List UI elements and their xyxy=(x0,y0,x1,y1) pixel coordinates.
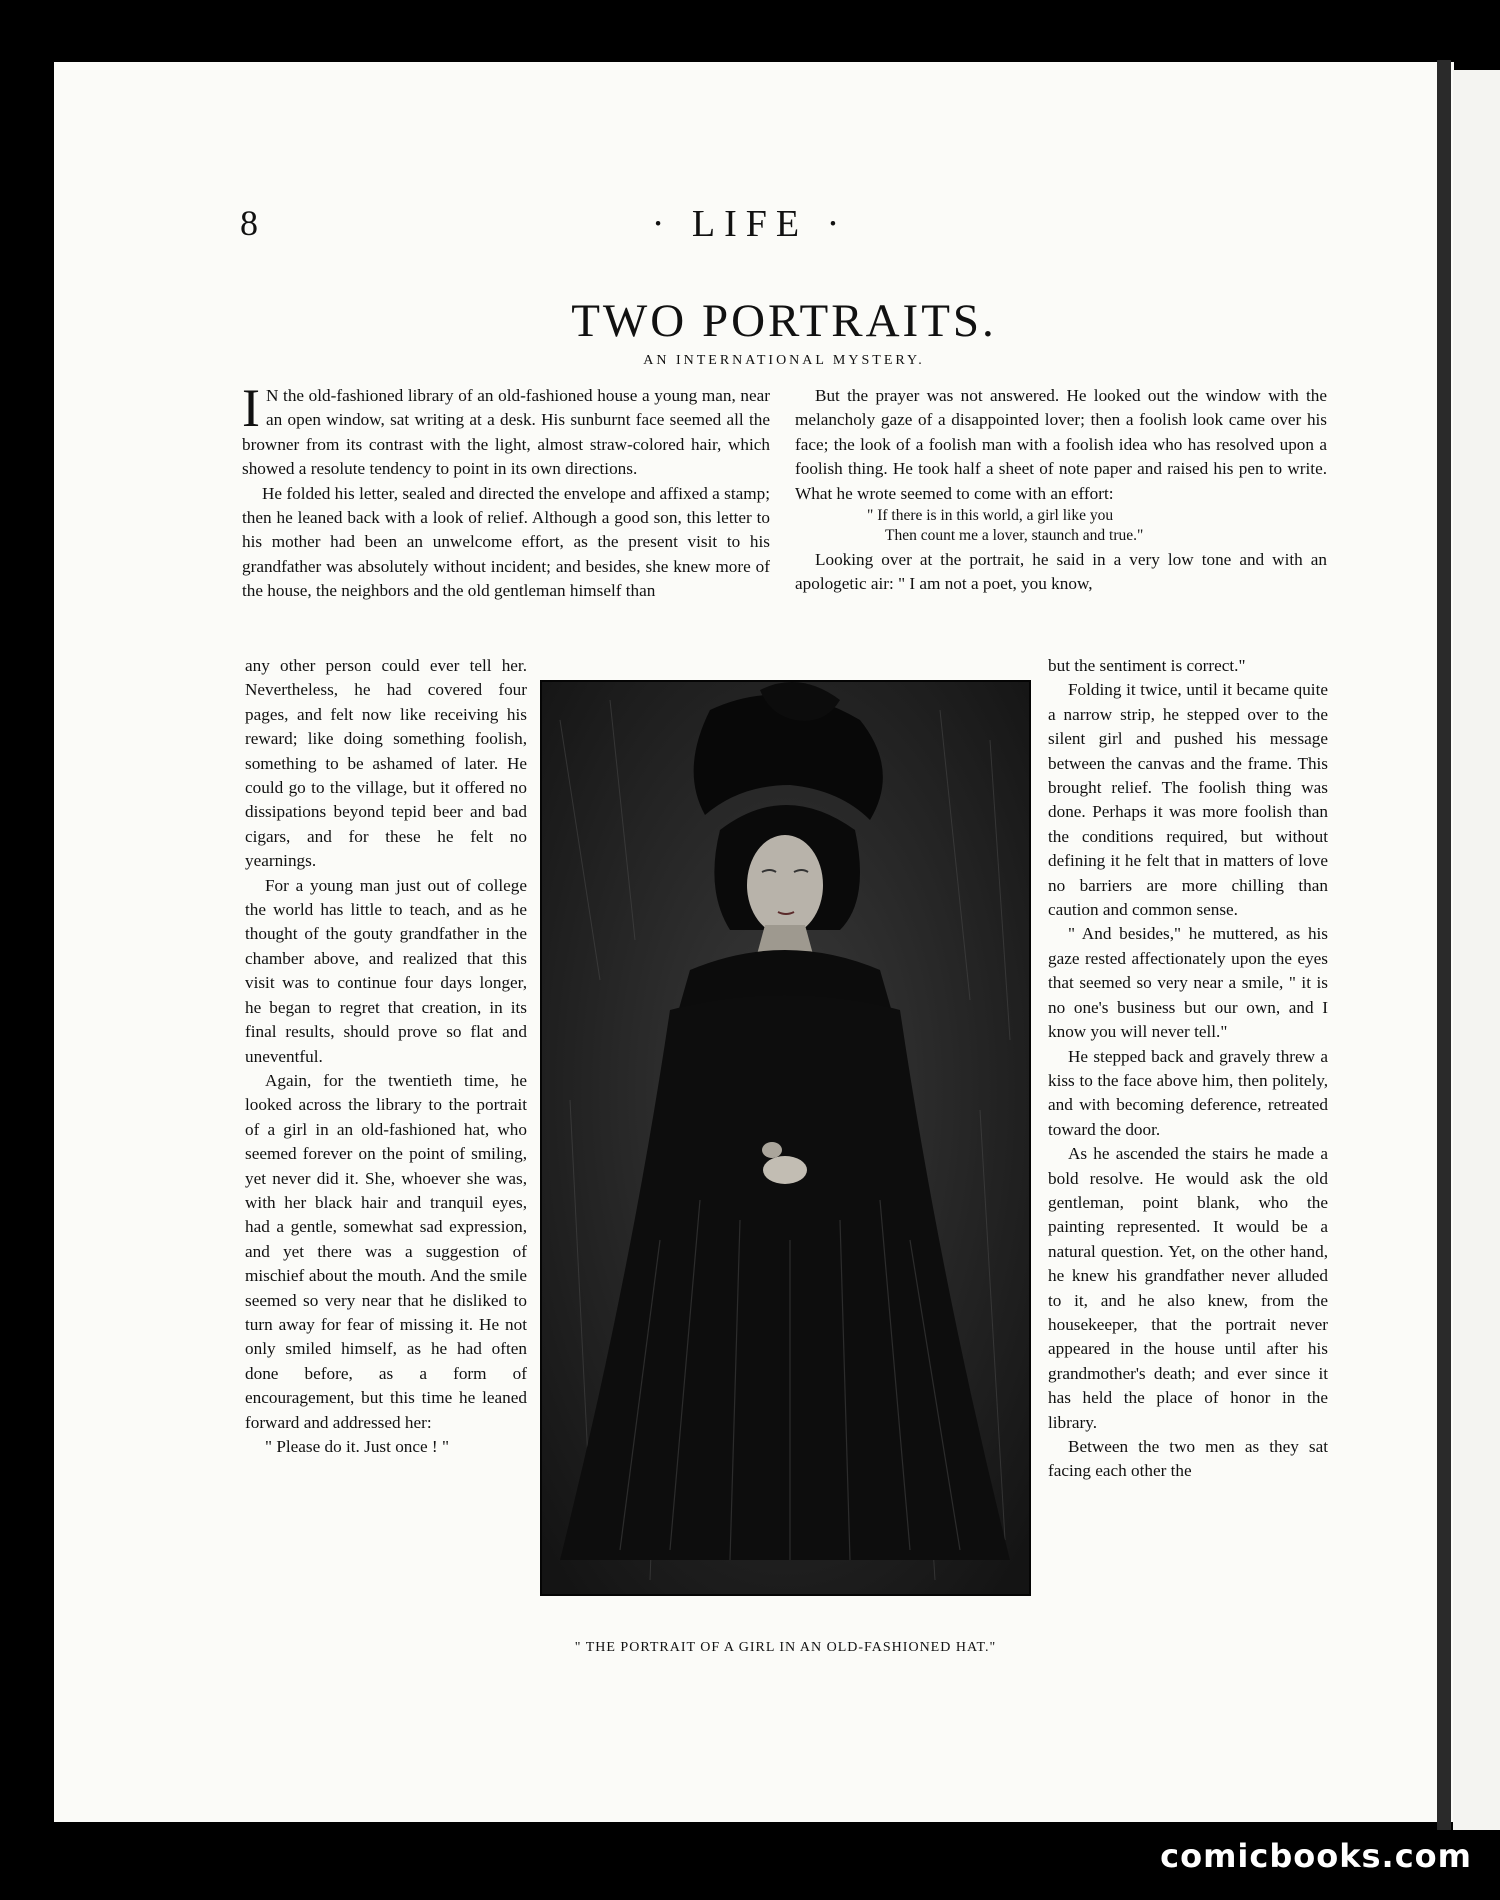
column-right-bottom xyxy=(1048,654,1328,1484)
portrait-caption: " THE PORTRAIT OF A GIRL IN AN OLD-FASHIONED HAT." xyxy=(574,1640,997,1655)
column-left-bottom xyxy=(245,654,527,1459)
column-right-top xyxy=(795,384,1327,597)
page-number: 8 xyxy=(240,203,258,243)
article-title: TWO PORTRAITS. xyxy=(571,295,997,347)
paragraph: For a young man just out of college the world has little to teach, and as he thought of the gouty grandfather in the chamber above, and realized that this visit was to continue four days longer, he began to regret that creation, in its final results, should prove so flat and uneventful. xyxy=(245,875,527,1066)
drop-cap: I xyxy=(242,378,260,438)
portrait-drawing xyxy=(540,680,1031,1596)
paragraph: " Please do it. Just once ! " xyxy=(265,1437,449,1456)
paragraph: Between the two men as they sat facing each other the xyxy=(1048,1437,1328,1481)
paragraph: Folding it twice, until it became quite a narrow strip, he stepped over to the silent girl and pushed his message between the canvas and the frame. This brought relief. The foolish thing was done. Perhaps it was more foolish than the conditions required, but without defining it he felt that in matters of love no barriers are more chilling than caution and common sense. xyxy=(1048,680,1328,920)
paragraph: He folded his letter, sealed and directed the envelope and affixed a stamp; then he leaned back with a look of relief. Although a good son, this letter to his mother had been an unwelcome effort, as the present visit to his grandfather was absolutely without incident; and besides, she knew more of the house, the neighbors and the old gentleman himself than xyxy=(242,483,770,601)
verse xyxy=(795,506,1327,546)
paragraph: I N the old-fashioned library of an old-fashioned house a young man, near an open window, sat writing at a desk. His sunburnt face seemed all the browner from its contrast with the light, almost straw-colored hair, which showed a resolute tendency to point in its own directions. xyxy=(242,378,770,479)
paragraph: any other person could ever tell her. Nevertheless, he had covered four pages, and felt now like receiving his reward; like doing something foolish, something to be ashamed of later. He could go to the village, but it offered no dissipations beyond tepid beer and bad cigars, and for these he felt no yearnings. xyxy=(245,656,527,871)
paragraph: But the prayer was not answered. He looked out the window with the melancholy gaze of a disappointed lover; then a foolish look came over his face; the look of a foolish man with a foolish idea who has resolved upon a foolish thing. He took half a sheet of note paper and raised his pen to write. What he wrote seemed to come with an effort: xyxy=(795,386,1327,503)
article-subtitle: AN INTERNATIONAL MYSTERY. xyxy=(643,353,925,368)
paragraph: " And besides," he muttered, as his gaze rested affectionately upon the eyes that seemed so very near a smile, " it is no one's business but our own, and I know you will never tell." xyxy=(1048,924,1328,1042)
masthead: · LIFE · xyxy=(651,203,849,245)
paragraph: He stepped back and gravely threw a kiss to the face above him, then politely, and with becoming deference, retreated toward the door. xyxy=(1048,1046,1328,1139)
verse-line: " If there is in this world, a girl like you xyxy=(867,507,1114,525)
paragraph: but the sentiment is correct." xyxy=(1048,656,1246,675)
paragraph: Looking over at the portrait, he said in a very low tone and with an apologetic air: " I am not a poet, you know, xyxy=(795,550,1327,594)
paragraph: As he ascended the stairs he made a bold resolve. He would ask the old gentleman, point blank, who the painting represented. It would be a natural question. Yet, on the other hand, he knew his grandfather never alluded to it, and he also knew, from the housekeeper, that the portrait never appeared in the house until after his grandmother's death; and ever since it has held the place of honor in the library. xyxy=(1048,1144,1328,1432)
watermark-text: comicbooks.com xyxy=(1160,1837,1472,1875)
verse-line: Then count me a lover, staunch and true." xyxy=(885,527,1144,545)
portrait-illustration xyxy=(540,680,1031,1596)
column-left-top xyxy=(242,378,770,604)
paragraph: Again, for the twentieth time, he looked across the library to the portrait of a girl in an old-fashioned hat, who seemed forever on the point of smiling, yet never did it. She, whoever she was, with her black hair and tranquil eyes, had a gentle, somewhat sad expression, and yet there was a suggestion of mischief about the mouth. And the smile seemed so very near that he disliked to turn away for fear of missing it. He not only smiled himself, as he had often done before, as a form of encouragement, but this time he leaned forward and addressed her: xyxy=(245,1070,527,1432)
